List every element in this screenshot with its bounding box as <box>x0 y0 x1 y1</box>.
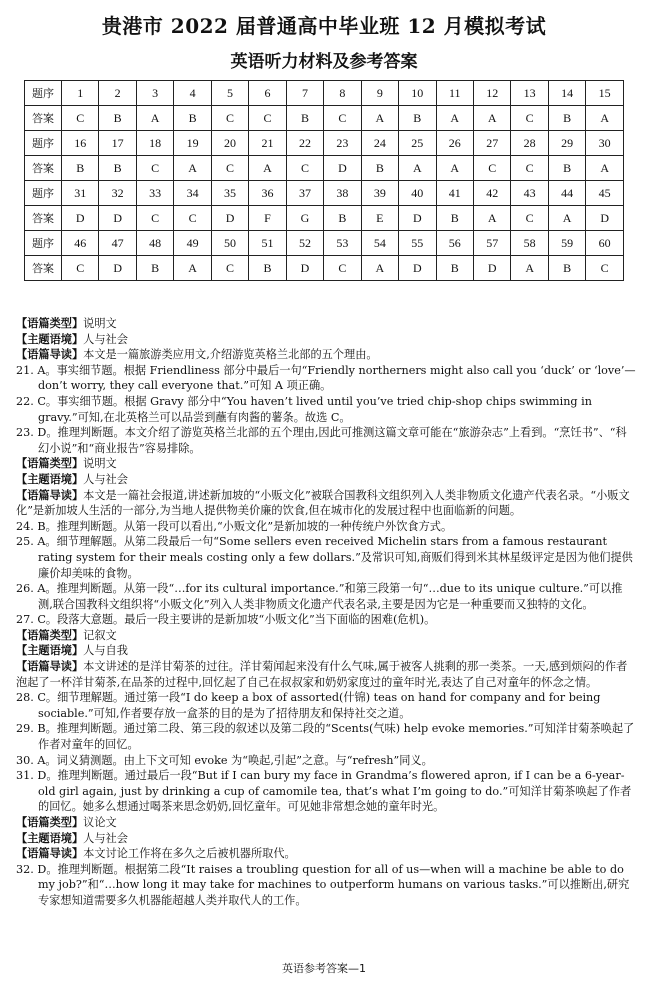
section-text: 人与自我 <box>83 644 128 658</box>
answer-cell: A <box>174 156 211 181</box>
question-number-cell: 54 <box>361 231 398 256</box>
explanation-text: 24. B。推理判断题。从第一段可以看出,“小贩文化”是新加坡的一种传统户外饮食方式。 <box>16 519 453 533</box>
answer-cell: A <box>436 156 473 181</box>
question-number-cell: 24 <box>361 131 398 156</box>
answer-cell: C <box>62 106 99 131</box>
question-number-cell: 17 <box>99 131 136 156</box>
question-number-cell: 53 <box>324 231 361 256</box>
answer-cell: A <box>399 156 436 181</box>
answer-cell: B <box>174 106 211 131</box>
question-number-cell: 59 <box>548 231 585 256</box>
answer-cell: A <box>548 206 585 231</box>
answer-cell: C <box>511 106 548 131</box>
question-number-cell: 29 <box>548 131 585 156</box>
question-number-cell: 2 <box>99 81 136 106</box>
answer-cell: A <box>473 106 510 131</box>
question-number-cell: 49 <box>174 231 211 256</box>
section-meta <box>16 815 636 831</box>
question-number-cell: 19 <box>174 131 211 156</box>
question-number-cell: 26 <box>436 131 473 156</box>
question-number-row-label: 题序 <box>25 231 62 256</box>
answer-row-label: 答案 <box>25 106 62 131</box>
section-text: 人与社会 <box>83 472 128 486</box>
table-row <box>25 156 624 181</box>
answer-cell: B <box>249 256 286 281</box>
question-number-cell: 6 <box>249 81 286 106</box>
section-label: 【主题语境】 <box>16 643 84 658</box>
answer-cell: C <box>249 106 286 131</box>
section-label: 【语篇类型】 <box>16 456 84 471</box>
section-label: 【主题语境】 <box>16 331 84 346</box>
section-label: 【语篇导读】 <box>16 347 84 362</box>
table-row <box>25 256 624 281</box>
answer-cell: D <box>399 256 436 281</box>
section-label: 【语篇类型】 <box>16 627 84 642</box>
answer-cell: C <box>324 256 361 281</box>
answer-cell: A <box>136 106 173 131</box>
question-number-cell: 14 <box>548 81 585 106</box>
answer-cell: D <box>399 206 436 231</box>
answer-cell: C <box>511 156 548 181</box>
answer-explanation <box>16 768 636 815</box>
section-meta <box>16 316 636 332</box>
section-meta <box>16 643 636 659</box>
question-number-cell: 34 <box>174 181 211 206</box>
section-meta <box>16 846 636 862</box>
question-number-cell: 21 <box>249 131 286 156</box>
question-number-row-label: 题序 <box>25 81 62 106</box>
section-meta <box>16 488 636 519</box>
answer-cell: A <box>249 156 286 181</box>
question-number-cell: 42 <box>473 181 510 206</box>
question-number-cell: 50 <box>211 231 248 256</box>
section-meta <box>16 831 636 847</box>
explanation-text: 26. A。推理判断题。从第一段“…for its cultural importance.”和第三段第一句“…due to its unique culture.”可以推测,联合国教科文组织将“小贩文化”列入人类非物质文化遗产代表名录,主要是因为它是一种重要而又独特的文化。 <box>16 582 623 611</box>
explanation-text: 27. C。段落大意题。最后一段主要讲的是新加坡“小贩文化”当下面临的困难(危机)。 <box>16 613 436 627</box>
answer-explanation <box>16 753 636 769</box>
answer-explanation <box>16 721 636 752</box>
question-number-cell: 30 <box>586 131 624 156</box>
answer-cell: B <box>62 156 99 181</box>
answer-cell: C <box>174 206 211 231</box>
answer-cell: A <box>511 256 548 281</box>
question-number-cell: 11 <box>436 81 473 106</box>
answer-cell: C <box>286 156 323 181</box>
explanation-text: 32. D。推理判断题。根据第二段“It raises a troubling question for all of us—when will a machine be able to do my job?”和“…how long it may take for machines to outperform humans on various tasks.”可以推断出,研究专家想知道需要多久机器能超越人类并取代人的工作。 <box>16 862 630 907</box>
explanation-text: 30. A。词义猜测题。由上下文可知 evoke 为“唤起,引起”之意。与“refresh”同义。 <box>16 753 433 767</box>
answer-cell: B <box>399 106 436 131</box>
explanation-text: 22. C。事实细节题。根据 Gravy 部分中“You haven’t lived until you’ve tried chip-shop chips swimming in gravy.”可知,在北英格兰可以品尝到蘸有肉酱的薯条。故选 C。 <box>16 394 592 424</box>
question-number-cell: 22 <box>286 131 323 156</box>
question-number-cell: 45 <box>586 181 624 206</box>
question-number-cell: 43 <box>511 181 548 206</box>
answer-cell: B <box>99 156 136 181</box>
answer-cell: C <box>511 206 548 231</box>
answer-explanation <box>16 363 636 394</box>
question-number-cell: 15 <box>586 81 624 106</box>
question-number-cell: 9 <box>361 81 398 106</box>
table-row <box>25 106 624 131</box>
answer-cell: B <box>324 206 361 231</box>
question-number-cell: 33 <box>136 181 173 206</box>
answer-cell: A <box>436 106 473 131</box>
question-number-cell: 1 <box>62 81 99 106</box>
answer-cell: A <box>586 106 624 131</box>
question-number-cell: 36 <box>249 181 286 206</box>
answer-cell: D <box>286 256 323 281</box>
answer-row-label: 答案 <box>25 206 62 231</box>
question-number-cell: 12 <box>473 81 510 106</box>
answer-cell: B <box>548 156 585 181</box>
answer-cell: D <box>586 206 624 231</box>
question-number-cell: 57 <box>473 231 510 256</box>
question-number-cell: 32 <box>99 181 136 206</box>
answer-explanation <box>16 425 636 456</box>
answer-cell: C <box>136 206 173 231</box>
section-text: 记叙文 <box>83 628 117 642</box>
explanation-text: 21. A。事实细节题。根据 Friendliness 部分中最后一句“Friendly northerners might also call you ‘duck’ or ‘love’—don’t worry, they call everyone that.”可知 A 项正确。 <box>16 363 636 393</box>
question-number-cell: 8 <box>324 81 361 106</box>
answer-cell: B <box>436 256 473 281</box>
answer-explanation <box>16 394 636 425</box>
question-number-cell: 10 <box>399 81 436 106</box>
answer-explanation <box>16 862 636 909</box>
answer-explanation <box>16 612 636 628</box>
answer-cell: D <box>62 206 99 231</box>
section-text: 本文是一篇旅游类应用文,介绍游览英格兰北部的五个理由。 <box>83 348 378 362</box>
question-number-cell: 51 <box>249 231 286 256</box>
explanation-text: 31. D。推理判断题。通过最后一段“But if I can bury my face in Grandma’s flowered apron, if I can be a 6-year-old girl again, just by drinking a cup of camomile tea, that’s what I’m going to do.”可知洋甘菊茶唤起了作者的回忆。她多么想通过喝茶来思念奶奶,回忆童年。可见她非常想念她的童年时光。 <box>16 769 632 814</box>
answer-cell: B <box>286 106 323 131</box>
question-number-cell: 37 <box>286 181 323 206</box>
answer-cell: C <box>473 156 510 181</box>
question-number-cell: 52 <box>286 231 323 256</box>
answer-cell: C <box>136 156 173 181</box>
explanation-text: 28. C。细节理解题。通过第一段“I do keep a box of assorted(什锦) teas on hand for company and for being sociable.”可知,作者要存放一盒茶的目的是为了招待朋友和保持社交之道。 <box>16 691 601 720</box>
section-label: 【语篇类型】 <box>16 815 84 829</box>
section-text: 人与社会 <box>83 332 128 346</box>
answer-row-label: 答案 <box>25 256 62 281</box>
question-number-cell: 20 <box>211 131 248 156</box>
table-row <box>25 81 624 106</box>
section-label: 【主题语境】 <box>16 830 84 845</box>
question-number-cell: 47 <box>99 231 136 256</box>
page-subtitle: 英语听力材料及参考答案 <box>230 52 418 72</box>
question-number-cell: 41 <box>436 181 473 206</box>
question-number-cell: 55 <box>399 231 436 256</box>
answer-cell: B <box>99 106 136 131</box>
table-row <box>25 206 624 231</box>
question-number-cell: 44 <box>548 181 585 206</box>
question-number-cell: 46 <box>62 231 99 256</box>
question-number-cell: 27 <box>473 131 510 156</box>
section-meta <box>16 628 636 644</box>
question-number-cell: 58 <box>511 231 548 256</box>
answer-cell: A <box>361 256 398 281</box>
question-number-cell: 40 <box>399 181 436 206</box>
answer-cell: A <box>361 106 398 131</box>
section-text: 说明文 <box>83 317 117 330</box>
question-number-cell: 4 <box>174 81 211 106</box>
answer-cell: D <box>211 206 248 231</box>
answer-cell: D <box>324 156 361 181</box>
section-text: 本文讲述的是洋甘菊茶的过往。洋甘菊闻起来没有什么气味,属于被客人挑剩的那一类茶。一天,感到烦闷的作者泡起了一杯洋甘菊茶,在品茶的过程中,回忆起了自己在叔叔家和奶奶家度过的童年时光,表达了自己对童年的怀念之情。 <box>16 660 628 689</box>
answer-cell: B <box>436 206 473 231</box>
question-number-cell: 31 <box>62 181 99 206</box>
answer-cell: C <box>324 106 361 131</box>
section-meta <box>16 472 636 488</box>
answer-explanation <box>16 534 636 581</box>
table-row <box>25 181 624 206</box>
section-label: 【语篇导读】 <box>16 487 84 502</box>
answer-cell: C <box>211 156 248 181</box>
question-number-cell: 39 <box>361 181 398 206</box>
answer-cell: C <box>62 256 99 281</box>
answer-cell: D <box>99 256 136 281</box>
answer-cell: D <box>473 256 510 281</box>
section-meta <box>16 456 636 472</box>
section-label: 【语篇类型】 <box>16 316 84 330</box>
table-row <box>25 231 624 256</box>
section-text: 说明文 <box>83 457 117 471</box>
question-number-cell: 48 <box>136 231 173 256</box>
answer-cell: B <box>136 256 173 281</box>
section-text: 人与社会 <box>83 831 128 845</box>
answer-row-label: 答案 <box>25 156 62 181</box>
question-number-cell: 38 <box>324 181 361 206</box>
answer-cell: A <box>174 256 211 281</box>
question-number-cell: 28 <box>511 131 548 156</box>
answer-explanation <box>16 519 636 535</box>
answer-explanations <box>16 316 636 909</box>
question-number-cell: 3 <box>136 81 173 106</box>
section-meta <box>16 659 636 690</box>
section-label: 【语篇导读】 <box>16 846 84 861</box>
explanation-text: 25. A。细节理解题。从第二段最后一句“Some sellers even received Michelin stars from a famous restaurant rating system for their meals costing only a few dollars.”及常识可知,商贩们得到米其林星级评定是因为他们提供廉价却美味的食物。 <box>16 535 633 580</box>
question-number-cell: 56 <box>436 231 473 256</box>
question-number-row-label: 题序 <box>25 131 62 156</box>
answer-cell: G <box>286 206 323 231</box>
question-number-cell: 7 <box>286 81 323 106</box>
answer-cell: B <box>548 256 585 281</box>
answer-cell: B <box>548 106 585 131</box>
answer-cell: F <box>249 206 286 231</box>
question-number-cell: 16 <box>62 131 99 156</box>
section-meta <box>16 347 636 363</box>
page-title: 贵港市 2022 届普通高中毕业班 12 月模拟考试 <box>101 14 547 38</box>
answer-cell: E <box>361 206 398 231</box>
section-meta <box>16 332 636 348</box>
answer-cell: A <box>586 156 624 181</box>
answer-table <box>24 80 624 281</box>
section-label: 【语篇导读】 <box>16 659 84 674</box>
answer-cell: C <box>211 106 248 131</box>
question-number-row-label: 题序 <box>25 181 62 206</box>
question-number-cell: 18 <box>136 131 173 156</box>
section-label: 【主题语境】 <box>16 471 84 486</box>
section-text: 本文讨论工作将在多久之后被机器所取代。 <box>83 847 296 861</box>
answer-cell: C <box>211 256 248 281</box>
answer-cell: A <box>473 206 510 231</box>
answer-explanation <box>16 690 636 721</box>
page-footer: 英语参考答案—1 <box>282 962 366 975</box>
section-text: 议论文 <box>83 816 117 829</box>
question-number-cell: 5 <box>211 81 248 106</box>
question-number-cell: 60 <box>586 231 624 256</box>
question-number-cell: 25 <box>399 131 436 156</box>
question-number-cell: 35 <box>211 181 248 206</box>
answer-cell: D <box>99 206 136 231</box>
answer-cell: B <box>361 156 398 181</box>
question-number-cell: 13 <box>511 81 548 106</box>
question-number-cell: 23 <box>324 131 361 156</box>
answer-cell: C <box>586 256 624 281</box>
table-row <box>25 131 624 156</box>
answer-explanation <box>16 581 636 612</box>
explanation-text: 29. B。推理判断题。通过第二段、第三段的叙述以及第二段的“Scents(气味) help evoke memories.”可知洋甘菊茶唤起了作者对童年的回忆。 <box>16 722 635 752</box>
section-text: 本文是一篇社会报道,讲述新加坡的“小贩文化”被联合国教科文组织列入人类非物质文化遗产代表名录。“小贩文化”是新加坡人生活的一部分,为当地人提供物美价廉的饮食,但在城市化的发展过程中也面临新的问题。 <box>16 488 630 518</box>
explanation-text: 23. D。推理判断题。本文介绍了游览英格兰北部的五个理由,因此可推测这篇文章可能在“旅游杂志”上看到。“烹饪书”、“科幻小说”和“商业报告”容易排除。 <box>16 426 627 455</box>
